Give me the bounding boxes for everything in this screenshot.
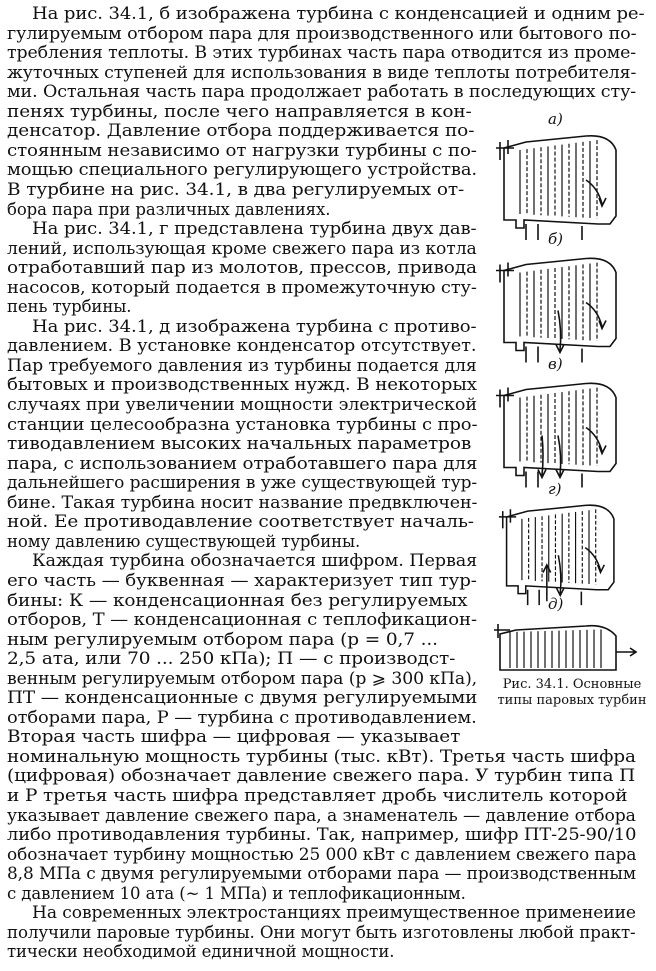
turbine-sketch — [486, 607, 646, 687]
turbine-sketch — [486, 492, 646, 607]
text-line: жуточных ступеней для использования в виде теплоты потребителя- — [7, 62, 637, 82]
text-line: На современных электростанциях преимущественное применеиие — [32, 903, 636, 923]
text-line: указывает давление свежего пара, а знаменатель — давление отбора — [7, 805, 636, 825]
text-line: требления теплоты. В этих турбинах часть пара отводится из проме- — [7, 43, 637, 63]
text-line: На рис. 34.1, г представлена турбина двух дав- — [32, 219, 477, 239]
turbine-sketch — [486, 242, 646, 367]
text-line: бины: К — конденсационная без регулируемых — [7, 590, 468, 610]
text-line: 8,8 МПа с двумя регулируемыми отборами пара — производственным — [7, 864, 636, 884]
text-line: ной. Ее противодавление соответствует началь- — [7, 512, 474, 532]
text-line: отработавший пар из молотов, прессов, привода — [7, 258, 477, 278]
turbine-diagram — [486, 353, 646, 492]
text-line: На рис. 34.1, д изображена турбина с противо- — [32, 316, 477, 336]
turbine-diagram — [486, 478, 646, 607]
text-line: Вторая часть шифра — цифровая — указывает — [7, 727, 461, 747]
text-line: и Р третья часть шифра представляет дробь числитель которой — [7, 786, 628, 805]
text-line: пенях турбины, после чего направляется в кон- — [7, 101, 472, 121]
text-line: 2,5 ата, или 70 ... 250 кПа); П — с производст- — [7, 649, 456, 669]
text-line: насосов, который подается в промежуточную сту- — [7, 277, 477, 297]
turbine-sketch — [486, 367, 646, 492]
text-line: станции целесообразна установка турбины с про- — [7, 414, 478, 434]
text-line: с давлением 10 ата (~ 1 МПа) и теплофикационным. — [7, 883, 466, 903]
text-line: бытовых и производственных нужд. В некоторых — [7, 375, 477, 395]
text-line: случаях при увеличении мощности электрической — [7, 395, 477, 414]
text-line: пень турбины. — [7, 297, 132, 317]
figure-label: д) — [548, 595, 564, 613]
figure-label: в) — [548, 355, 563, 373]
text-line: венным регулируемым отбором пара (р ⩾ 300 кПа), — [7, 668, 478, 688]
text-line: отборами пара, Р — турбина с противодавлением. — [7, 707, 477, 727]
figure-caption: Рис. 34.1. Основные типы паровых турбин — [497, 677, 647, 708]
text-line: (цифровая) обозначает давление свежего пара. У турбин типа П — [7, 766, 636, 786]
figure-label: а) — [548, 110, 563, 128]
text-line: Пар требуемого давления из турбины подается для — [7, 355, 477, 375]
figure-label: г) — [548, 480, 562, 498]
text-line: обозначает турбину мощностью 25 000 кВт с давлением свежего пара — [7, 844, 637, 864]
text-line: бора пара при различных давлениях. — [7, 199, 331, 219]
figure-label: б) — [548, 230, 564, 248]
text-line: На рис. 34.1, б изображена турбина с конденсацией и одним ре- — [32, 4, 645, 23]
text-line: его часть — буквенная — характеризует тип тур- — [7, 570, 477, 590]
text-line: бине. Такая турбина носит название предвключен- — [7, 492, 478, 512]
text-line: лений, использующая кроме свежего пара из котла — [7, 238, 477, 258]
text-line: ми. Остальная часть пара продолжает работать в последующих сту- — [7, 82, 637, 102]
turbine-diagram — [486, 593, 646, 687]
text-line: получили паровые турбины. Они могут быть изготовлены любой практ- — [7, 922, 636, 942]
text-line: стоянным независимо от нагрузки турбины с по- — [7, 140, 477, 160]
turbine-sketch — [486, 122, 646, 242]
text-line: либо противодавления турбины. Так, например, шифр ПТ-25-90/10 — [7, 825, 637, 845]
turbine-diagram — [486, 108, 646, 242]
text-line: давлением. В установке конденсатор отсутствует. — [7, 336, 477, 356]
text-line: номинальную мощность турбины (тыс. кВт). Третья часть шифра — [7, 746, 636, 766]
text-line: пара, с использованием отработавшего пара для — [7, 453, 478, 473]
text-line: ПТ — конденсационные с двумя регулируемыми — [7, 688, 478, 708]
turbine-diagram — [486, 228, 646, 367]
text-line: тически необходимой единичной мощности. — [7, 942, 395, 962]
text-line: гулируемым отбором пара для производственного или бытового по- — [7, 23, 637, 43]
text-line: отборов, Т — конденсационная с теплофикацион- — [7, 610, 477, 630]
text-line: тиводавлением высоких начальных параметров — [7, 434, 472, 454]
text-line: дальнейшего расширения в уже существующей тур- — [7, 473, 478, 493]
text-line: ным регулируемым отбором пара (р = 0,7 ... — [7, 629, 438, 649]
text-line: Каждая турбина обозначается шифром. Первая — [32, 551, 478, 571]
text-line: денсатор. Давление отбора поддерживается по- — [7, 121, 475, 141]
text-line: мощью специального регулирующего устройства. — [7, 160, 478, 180]
text-line: ному давлению существующей турбины. — [7, 531, 361, 551]
text-line: В турбине на рис. 34.1, в два регулируемых от- — [7, 179, 465, 199]
